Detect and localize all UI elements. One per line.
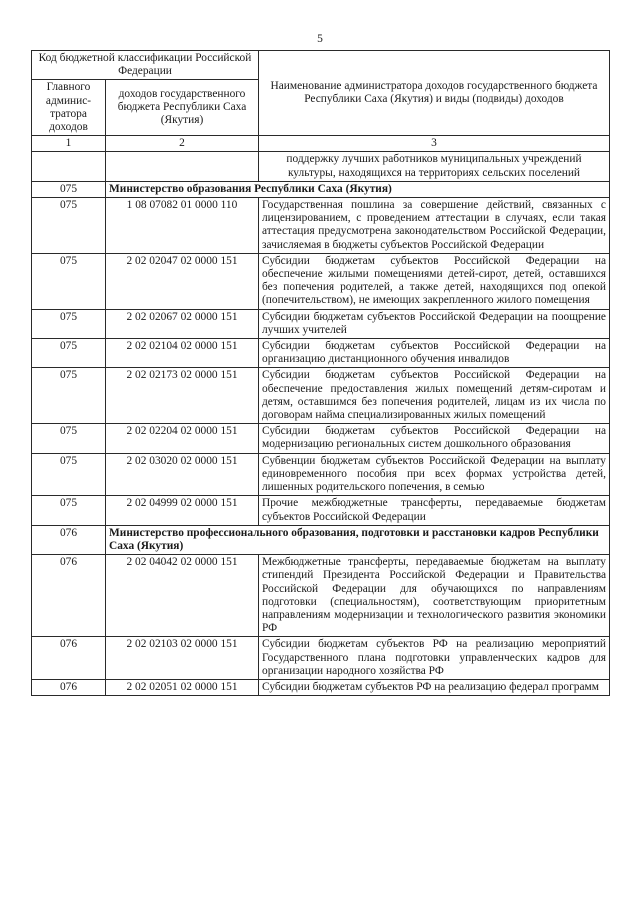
header-col3-name: Наименование администратора доходов государственного бюджета Республики Саха (Якутия) и виды (подвиды) доходов — [259, 51, 610, 136]
header-code-group: Код бюджетной классификации Российской Федерации — [32, 51, 259, 80]
table-row — [32, 679, 610, 695]
header-col1-admin: Главного админис-тратора доходов — [32, 80, 106, 136]
column-number-row — [32, 136, 610, 152]
table-row — [32, 453, 610, 496]
admin-code: 075 — [32, 198, 106, 254]
revenue-name: Субсидии бюджетам субъектов Российской Федерации на обеспечение жилыми помещениями детей-сирот, детей, оставшихся без попечения родителей, а также детей, находящихся под опекой (попечительством), не имеющих закрепленного жилого помещения — [259, 253, 610, 309]
revenue-name: Межбюджетные трансферты, передаваемые бюджетам на выплату стипендий Президента Российской Федерации и Правительства Российской Федерации для обучающихся по направлениям подготовки (специальностям), соответствующим приоритетным направлениям модернизации и технологического развития экономики РФ — [259, 555, 610, 637]
admin-code: 075 — [32, 309, 106, 338]
revenue-code: 2 02 02173 02 0000 151 — [106, 368, 259, 424]
table-row — [32, 637, 610, 680]
admin-code: 076 — [32, 555, 106, 637]
admin-code: 075 — [32, 339, 106, 368]
continuation-admin-cell — [32, 152, 106, 181]
revenue-code: 2 02 03020 02 0000 151 — [106, 453, 259, 496]
revenue-code: 2 02 02104 02 0000 151 — [106, 339, 259, 368]
revenue-code: 2 02 02051 02 0000 151 — [106, 679, 259, 695]
revenue-name: Государственная пошлина за совершение действий, связанных с лицензированием, с проведением аттестации в случаях, если такая аттестация предусмотрена законодательством Российской Федерации, зачисляемая в бюджеты субъектов Российской Федерации — [259, 198, 610, 254]
header-row-top — [32, 51, 610, 80]
admin-code: 075 — [32, 368, 106, 424]
budget-revenue-table — [31, 50, 610, 696]
revenue-name: Субсидии бюджетам субъектов РФ на реализацию федерал программ — [259, 679, 610, 695]
revenue-code: 2 02 02067 02 0000 151 — [106, 309, 259, 338]
table-row — [32, 253, 610, 309]
revenue-name: Субвенции бюджетам субъектов Российской Федерации на выплату единовременного пособия при всех формах устройства детей, лишенных родительского попечения, в семью — [259, 453, 610, 496]
table-row — [32, 198, 610, 254]
revenue-code: 2 02 02103 02 0000 151 — [106, 637, 259, 680]
section-title: Министерство профессионального образования, подготовки и расстановки кадров Республики Саха (Якутия) — [106, 525, 610, 554]
revenue-name: Субсидии бюджетам субъектов Российской Федерации на поощрение лучших учителей — [259, 309, 610, 338]
section-row — [32, 525, 610, 554]
continuation-code-cell — [106, 152, 259, 181]
admin-code: 076 — [32, 637, 106, 680]
table-row — [32, 555, 610, 637]
section-admin-code: 075 — [32, 181, 106, 197]
table-row — [32, 339, 610, 368]
continuation-row — [32, 152, 610, 181]
admin-code: 076 — [32, 679, 106, 695]
table-row — [32, 496, 610, 525]
revenue-code: 2 02 04042 02 0000 151 — [106, 555, 259, 637]
continuation-text: поддержку лучших работников муниципальных учреждений культуры, находящихся на территориях сельских поселений — [259, 152, 610, 181]
section-row — [32, 181, 610, 197]
column-number-1: 1 — [32, 136, 106, 152]
revenue-code: 2 02 02047 02 0000 151 — [106, 253, 259, 309]
revenue-code: 1 08 07082 01 0000 110 — [106, 198, 259, 254]
table-row — [32, 424, 610, 453]
table-row — [32, 368, 610, 424]
column-number-2: 2 — [106, 136, 259, 152]
revenue-name: Прочие межбюджетные трансферты, передаваемые бюджетам субъектов Российской Федерации — [259, 496, 610, 525]
revenue-code: 2 02 02204 02 0000 151 — [106, 424, 259, 453]
section-admin-code: 076 — [32, 525, 106, 554]
table-row — [32, 309, 610, 338]
admin-code: 075 — [32, 253, 106, 309]
header-col2-revenue: доходов государственного бюджета Республики Саха (Якутия) — [106, 80, 259, 136]
admin-code: 075 — [32, 496, 106, 525]
section-title: Министерство образования Республики Саха (Якутия) — [106, 181, 610, 197]
revenue-code: 2 02 04999 02 0000 151 — [106, 496, 259, 525]
page-number: 5 — [317, 33, 323, 45]
revenue-name: Субсидии бюджетам субъектов Российской Федерации на модернизацию региональных систем дошкольного образования — [259, 424, 610, 453]
admin-code: 075 — [32, 424, 106, 453]
column-number-3: 3 — [259, 136, 610, 152]
revenue-name: Субсидии бюджетам субъектов Российской Федерации на обеспечение предоставления жилых помещений детям-сиротам и детям, оставшимся без попечения родителей, лицам из их числа по договорам найма специализированных жилых помещений — [259, 368, 610, 424]
revenue-name: Субсидии бюджетам субъектов РФ на реализацию мероприятий Государственного плана подготовки управленческих кадров для организации народного хозяйства РФ — [259, 637, 610, 680]
revenue-name: Субсидии бюджетам субъектов Российской Федерации на организацию дистанционного обучения инвалидов — [259, 339, 610, 368]
admin-code: 075 — [32, 453, 106, 496]
